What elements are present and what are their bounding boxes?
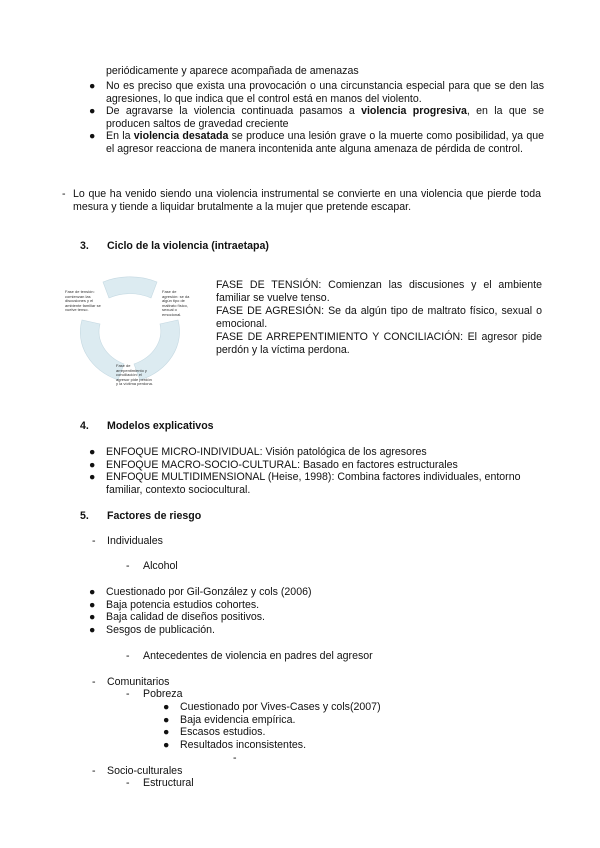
pobreza-label: Pobreza (143, 688, 183, 700)
estructural-label: Estructural (143, 777, 194, 789)
diagram-label-tension: Fase de tensión: comienzan las discusiones y el ambiente familiar se vuelve tenso. (65, 289, 101, 313)
dash: - (126, 650, 130, 662)
dash: - (126, 560, 130, 572)
paragraph-text: Lo que ha venido siendo una violencia instrumental se convierte en una violencia que pierde toda mesura y tiende a liquidar brutalmente a la mujer que pretende escapar. (73, 188, 541, 213)
list-item-text: ENFOQUE MULTIDIMENSIONAL (Heise, 1998): Combina factores individuales, entorno familiar, contexto sociocultural. (106, 471, 521, 496)
fase-arrepentimiento: FASE DE ARREPENTIMIENTO Y CONCILIACIÓN: El agresor pide perdón y la víctima perdona. (216, 331, 542, 356)
list-item-text: Cuestionado por Gil-González y cols (2006) (106, 586, 312, 598)
pobreza-list (163, 701, 540, 751)
list-item (89, 105, 544, 130)
list-item-text: ENFOQUE MICRO-INDIVIDUAL: Visión patológica de los agresores (106, 446, 427, 458)
list-item (89, 586, 544, 599)
list-item-text: Sesgos de publicación. (106, 623, 215, 636)
modelos-list (89, 446, 544, 496)
cycle-diagram (60, 272, 195, 387)
bullet-icon: ● (163, 701, 170, 713)
top-bullet-list (89, 80, 544, 156)
list-item (89, 611, 544, 624)
section-title: Factores de riesgo (107, 510, 202, 522)
list-item-text: Baja potencia estudios cohortes. (106, 598, 260, 611)
fase-tension: FASE DE TENSIÓN: Comienzan las discusiones y el ambiente familiar se vuelve tenso. (216, 279, 542, 304)
individuales-label: Individuales (107, 535, 163, 547)
list-item-text: En la (106, 130, 134, 143)
list-item (163, 701, 540, 714)
bullet-continuation: periódicamente y aparece acompañada de amenazas (106, 65, 359, 77)
bullet-icon: ● (163, 713, 170, 726)
stray-dash: - (233, 752, 237, 764)
list-item-text: Escasos estudios. (180, 726, 266, 739)
paragraph-dash: - (62, 188, 66, 200)
list-item-text: Cuestionado por Vives-Cases y cols(2007) (180, 701, 381, 713)
list-item (163, 738, 540, 752)
dash: - (92, 535, 96, 547)
list-item (163, 726, 540, 739)
dash: - (92, 765, 96, 777)
bullet-icon: ● (163, 726, 170, 739)
section-5-heading (80, 510, 480, 524)
list-item-bold: violencia desatada (133, 130, 229, 143)
bullet-icon: ● (89, 105, 96, 118)
alcohol-label: Alcohol (143, 560, 178, 572)
diagram-label-agresion: Fase de agresión: se da algún tipo de maltrato físico, sexual o emocional. (162, 289, 190, 317)
bullet-icon: ● (89, 598, 96, 611)
bullet-icon: ● (163, 738, 170, 751)
list-item (89, 80, 544, 105)
dash: - (92, 676, 96, 688)
bullet-icon: ● (89, 623, 96, 636)
bullet-icon: ● (89, 130, 96, 143)
antecedentes-label: Antecedentes de violencia en padres del agresor (143, 650, 373, 662)
list-item-text: Baja evidencia empírica. (180, 713, 296, 726)
list-item-text: Baja calidad de diseños positivos. (106, 611, 266, 624)
list-item-text: ENFOQUE MACRO-SOCIO-CULTURAL: Basado en factores estructurales (106, 458, 458, 471)
list-item-bold: violencia progresiva (361, 105, 467, 118)
list-item (89, 130, 544, 155)
list-item-text: No es preciso que exista una provocación o una circunstancia especial para que se den las agresiones, lo que indica que el control está en manos del violento. (106, 80, 544, 105)
list-item-text: , en la que se producen saltos de gravedad creciente (106, 105, 544, 130)
list-item (89, 598, 544, 612)
dash: - (126, 777, 130, 789)
list-item (89, 623, 544, 637)
list-item-text: Resultados inconsistentes. (180, 738, 307, 751)
list-item-text: De agravarse la violencia continuada pasamos a (106, 105, 362, 118)
section-title: Modelos explicativos (107, 420, 214, 432)
section-3-heading (80, 240, 480, 254)
section-title: Ciclo de la violencia (intraetapa) (107, 240, 269, 252)
list-item (89, 446, 544, 459)
bullet-icon: ● (89, 458, 96, 471)
fase-agresion: FASE DE AGRESIÓN: Se da algún tipo de maltrato físico, sexual o emocional. (216, 305, 542, 330)
bullet-icon: ● (89, 611, 96, 624)
bullet-icon: ● (89, 471, 96, 484)
section-number: 5. (80, 510, 89, 522)
bullet-icon: ● (89, 586, 96, 598)
section-number: 3. (80, 240, 89, 252)
bullet-icon: ● (89, 446, 96, 458)
comunitarios-label: Comunitarios (107, 676, 170, 688)
socioculturales-label: Socio-culturales (107, 765, 183, 777)
diagram-label-arrepentimiento: Fase de arrepentimiento y conciliación: el agresor pide perdón y la víctima perdona. (116, 363, 153, 387)
section-number: 4. (80, 420, 89, 432)
dash: - (126, 688, 130, 700)
alcohol-list (89, 586, 544, 636)
section-4-heading (80, 420, 480, 434)
list-item (89, 471, 544, 496)
bullet-icon: ● (89, 80, 96, 92)
list-item (89, 458, 544, 472)
list-item-text: se produce una lesión grave o la muerte como posibilidad, ya que el agresor reacciona de manera incontenida ante alguna amenaza de pérdida de control. (106, 130, 544, 155)
list-item (163, 713, 540, 727)
cycle-segment-top (103, 277, 157, 298)
